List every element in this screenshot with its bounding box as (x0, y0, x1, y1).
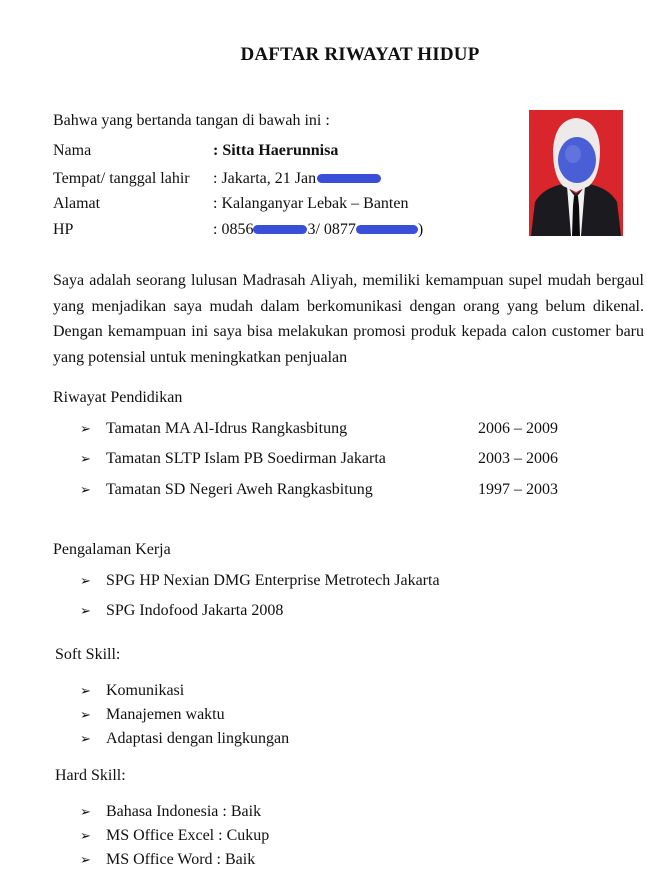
intro-text: Bahwa yang bertanda tangan di bawah ini : (53, 112, 330, 129)
arrow-bullet-icon: ➢ (80, 683, 91, 698)
arrow-bullet-icon: ➢ (80, 731, 91, 746)
experience-text: SPG Indofood Jakarta 2008 (106, 602, 284, 619)
address-label: Alamat (53, 195, 101, 212)
arrow-bullet-icon: ➢ (80, 421, 91, 436)
soft-skill-item (80, 730, 289, 748)
redaction-mark (356, 225, 418, 234)
education-years: 2003 – 2006 (478, 450, 558, 467)
hard-skill-heading: Hard Skill: (55, 767, 126, 784)
education-school: Tamatan SLTP Islam PB Soedirman Jakarta (106, 450, 386, 467)
redaction-mark (317, 174, 381, 183)
arrow-bullet-icon: ➢ (80, 852, 91, 867)
arrow-bullet-icon: ➢ (80, 603, 91, 618)
hard-skill-item (80, 851, 255, 869)
experience-item (80, 602, 283, 620)
redaction-mark (253, 225, 307, 234)
soft-skill-text: Adaptasi dengan lingkungan (106, 730, 290, 747)
birth-value: : Jakarta, 21 Jan (213, 170, 317, 187)
summary-paragraph: Saya adalah seorang lulusan Madrasah Aliyah, memiliki kemampuan supel mudah bergaul yang menjadikan saya mudah dalam berkomunikasi dengan orang yang belum dikenal. Dengan kemampuan ini saya bisa melakukan promosi produk kepada calon customer baru yang potensial untuk meningkatkan penjualan (53, 272, 644, 366)
document-title: DAFTAR RIWAYAT HIDUP (240, 44, 480, 65)
arrow-bullet-icon: ➢ (80, 451, 91, 466)
arrow-bullet-icon: ➢ (80, 573, 91, 588)
education-school: Tamatan SD Negeri Aweh Rangkasbitung (106, 481, 373, 498)
phone-value-wrap (213, 221, 423, 239)
profile-photo (529, 110, 623, 236)
name-label: Nama (53, 142, 92, 159)
arrow-bullet-icon: ➢ (80, 804, 91, 819)
portrait-icon (529, 110, 623, 236)
soft-skill-text: Manajemen waktu (106, 706, 225, 723)
arrow-bullet-icon: ➢ (80, 828, 91, 843)
education-years: 2006 – 2009 (478, 420, 558, 437)
education-school: Tamatan MA Al-Idrus Rangkasbitung (106, 420, 348, 437)
phone-value-a: : 0856 (213, 221, 254, 238)
experience-item (80, 572, 440, 590)
phone-value-d: ) (417, 221, 424, 238)
experience-heading: Pengalaman Kerja (53, 541, 171, 558)
arrow-bullet-icon: ➢ (80, 482, 91, 497)
education-item (80, 481, 558, 499)
education-years: 1997 – 2003 (478, 481, 558, 498)
name-value: : Sitta Haerunnisa (213, 142, 339, 159)
arrow-bullet-icon: ➢ (80, 707, 91, 722)
phone-label: HP (53, 221, 74, 238)
education-heading: Riwayat Pendidikan (53, 389, 183, 406)
birth-value-wrap (213, 170, 381, 188)
hard-skill-text: MS Office Word : Baik (106, 851, 256, 868)
education-item (80, 450, 558, 468)
soft-skill-item (80, 706, 225, 724)
hard-skill-text: MS Office Excel : Cukup (106, 827, 270, 844)
hard-skill-text: Bahasa Indonesia : Baik (106, 803, 262, 820)
birth-label: Tempat/ tanggal lahir (53, 170, 190, 187)
address-value: : Kalanganyar Lebak – Banten (213, 195, 409, 212)
phone-value-b: / 0877 (315, 221, 356, 238)
phone-value-c: 3 (307, 221, 316, 238)
soft-skill-heading: Soft Skill: (55, 646, 121, 663)
hard-skill-item (80, 827, 269, 845)
education-item (80, 420, 558, 438)
soft-skill-text: Komunikasi (106, 682, 185, 699)
experience-text: SPG HP Nexian DMG Enterprise Metrotech Jakarta (106, 572, 440, 589)
soft-skill-item (80, 682, 184, 700)
hard-skill-item (80, 803, 261, 821)
